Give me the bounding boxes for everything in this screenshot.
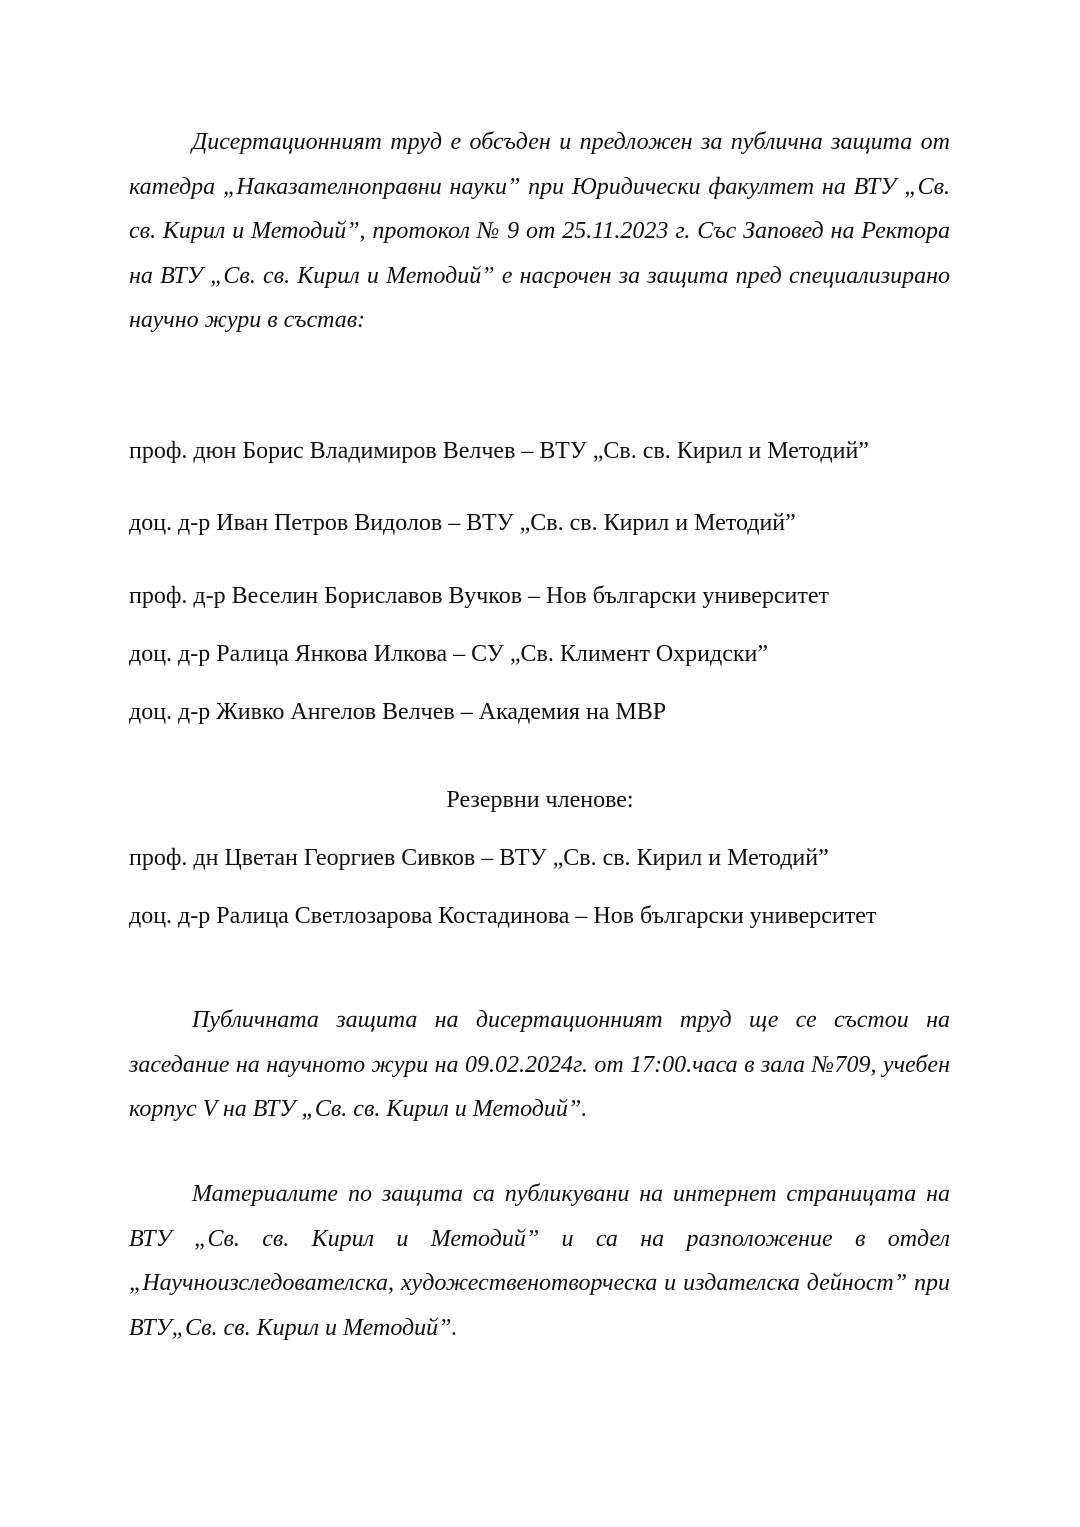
jury-member-2: доц. д-р Иван Петров Видолов – ВТУ „Св. св. Кирил и Методий”: [129, 510, 796, 536]
jury-member-5: доц. д-р Живко Ангелов Велчев – Академия на МВР: [129, 699, 667, 725]
reserve-member-2: доц. д-р Ралица Светлозарова Костадинова – Нов български университет: [129, 903, 877, 929]
defense-paragraph: Публичната защита на дисертационният труд ще се състои на заседание на научното жури на 09.02.2024г. от 17:00.часа в зала №709, учебен корпус V на ВТУ „Св. св. Кирил и Методий”.: [129, 1007, 950, 1122]
jury-member-3: проф. д-р Веселин Бориславов Вучков – Нов български университет: [129, 583, 830, 609]
jury-member-1: проф. дюн Борис Владимиров Велчев – ВТУ „Св. св. Кирил и Методий”: [129, 438, 869, 464]
reserve-members-heading: Резервни членове:: [446, 787, 634, 813]
reserve-member-1: проф. дн Цветан Георгиев Сивков – ВТУ „Св. св. Кирил и Методий”: [129, 845, 829, 871]
jury-member-4: доц. д-р Ралица Янкова Илкова – СУ „Св. Климент Охридски”: [129, 641, 769, 667]
materials-paragraph: Материалите по защита са публикувани на интернет страницата на ВТУ „Св. св. Кирил и Методий” и са на разположение в отдел „Научноизследователска, художественотворческа и издателска дейност” при ВТУ„Св. св. Кирил и Методий”.: [129, 1181, 950, 1341]
intro-paragraph: Дисертационният труд е обсъден и предложен за публична защита от катедра „Наказателноправни науки” при Юридически факултет на ВТУ „Св. св. Кирил и Методий”, протокол № 9 от 25.11.2023 г. Със Заповед на Ректора на ВТУ „Св. св. Кирил и Методий” е насрочен за защита пред специализирано научно жури в състав:: [129, 129, 950, 333]
